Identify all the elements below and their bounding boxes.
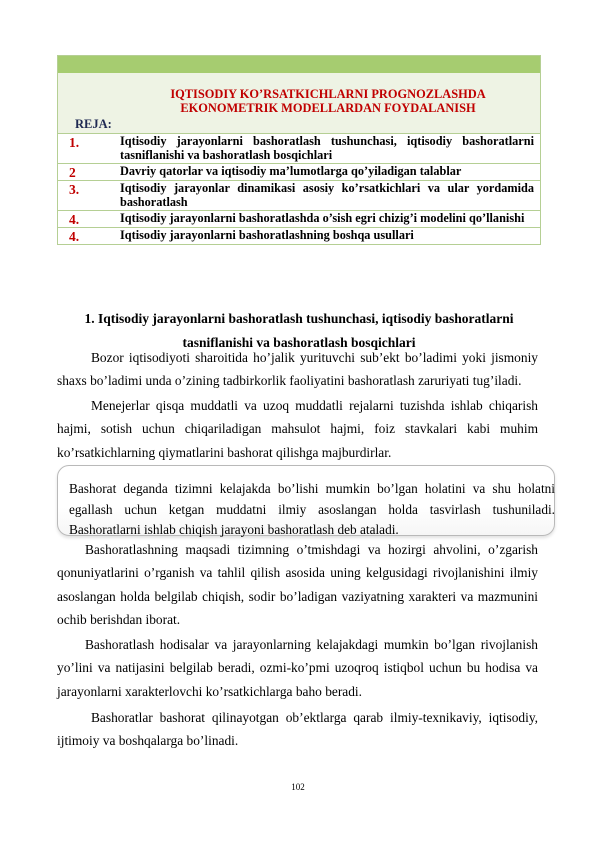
plan-item-text: Iqtisodiy jarayonlarni bashoratlashning boshqa usullari xyxy=(120,228,414,242)
plan-item xyxy=(58,133,540,163)
plan-item-text: Iqtisodiy jarayonlarni bashoratlash tushunchasi, iqtisodiy bashoratlarni tasniflanishi va bashoratlash bosqichlari xyxy=(120,134,534,162)
plan-item-number: 2 xyxy=(69,165,76,180)
definition-callout-text: Bashorat deganda tizimni kelajakda bo’lishi mumkin bo’lgan holatini va shu holatni egallash uchun ketgan muddatni ilmiy asoslangan holda tasvirlash tushuniladi. Bashoratlarni ishlab chiqish jarayoni bashoratlash deb ataladi. xyxy=(69,481,555,537)
plan-item-number: 4. xyxy=(69,212,80,227)
paragraph-1-text: Bozor iqtisodiyoti sharoitida ho’jalik yurituvchi sub’ekt bo’ladimi yoki jismoniy shaxs bo’ladimi unda o’zining tadbirkorlik faoliyatini bashoratlash zaruriyati tug’iladi. xyxy=(57,350,538,389)
plan-header-bar xyxy=(58,56,540,73)
paragraph-1 xyxy=(57,346,538,393)
paragraph-4-text: Bashoratlash hodisalar va jarayonlarning kelajakdagi mumkin bo’lgan rivojlanish yo’lini va natijasini belgilab beradi, ozmi-ko’pmi uzoqroq istiqbol uchun bu hodisa va jarayonlarni xarakterlovchi ko’rsatkichlarga baho beradi. xyxy=(57,637,538,699)
plan-item xyxy=(58,163,540,180)
paragraph-5-text: Bashoratlar bashorat qilinayotgan ob’ektlarga qarab ilmiy-texnikaviy, iqtisodiy, ijtimoiy va boshqalarga bo’linadi. xyxy=(57,710,538,749)
definition-callout xyxy=(57,465,555,536)
plan-reja-label: REJA: xyxy=(75,117,112,131)
paragraph-2 xyxy=(57,394,538,464)
page-number: 102 xyxy=(291,782,305,792)
plan-item-text: Iqtisodiy jarayonlarni bashoratlashda o’sish egri chizig’i modelini qo’llanishi xyxy=(120,211,525,225)
plan-item xyxy=(58,210,540,227)
plan-item-text: Davriy qatorlar va iqtisodiy ma’lumotlarga qo’yiladigan talablar xyxy=(120,164,462,178)
paragraph-2-text: Menejerlar qisqa muddatli va uzoq muddatli rejalarni tuzishda ishlab chiqarish hajmi, sotish uchun chiqariladigan mahsulot hajmi, foiz stavkalari kabi muhim ko’rsatkichlarning qiymatlarini bashorat qilishga majburdirlar. xyxy=(57,398,538,460)
plan-title-line-2: EKONOMETRIK MODELLARDAN FOYDALANISH xyxy=(180,101,476,115)
paragraph-3 xyxy=(57,538,538,632)
paragraph-3-text: Bashoratlashning maqsadi tizimning o’tmishdagi va hozirgi ahvolini, o’zgarish qonuniyatlarini o’rganish va tahlil qilish asosida uning kelgusidagi rivojlanishini ilmiy asoslangan holda belgilab chiqish, sodir bo’ladigan vaziyatning xarakteri va mazmunini ochib berishdan iborat. xyxy=(57,542,538,628)
plan-title-line-1: IQTISODIY KO’RSATKICHLARNI PROGNOZLASHDA xyxy=(170,87,486,101)
plan-item-text: Iqtisodiy jarayonlar dinamikasi asosiy ko’rsatkichlari va ular yordamida bashoratlash xyxy=(120,181,534,209)
plan-item xyxy=(58,227,540,244)
section-heading-line-1: 1. Iqtisodiy jarayonlarni bashoratlash tushunchasi, iqtisodiy bashoratlarni xyxy=(84,311,514,326)
paragraph-4 xyxy=(57,633,538,703)
plan-item-number: 3. xyxy=(69,182,80,197)
plan-item xyxy=(58,180,540,210)
plan-title xyxy=(58,73,540,115)
paragraph-5 xyxy=(57,706,538,753)
plan-table xyxy=(57,55,541,245)
plan-item-number: 1. xyxy=(69,135,80,150)
plan-item-number: 4. xyxy=(69,229,80,244)
section-heading-line-2: tasniflanishi va bashoratlash bosqichlari xyxy=(182,335,416,350)
